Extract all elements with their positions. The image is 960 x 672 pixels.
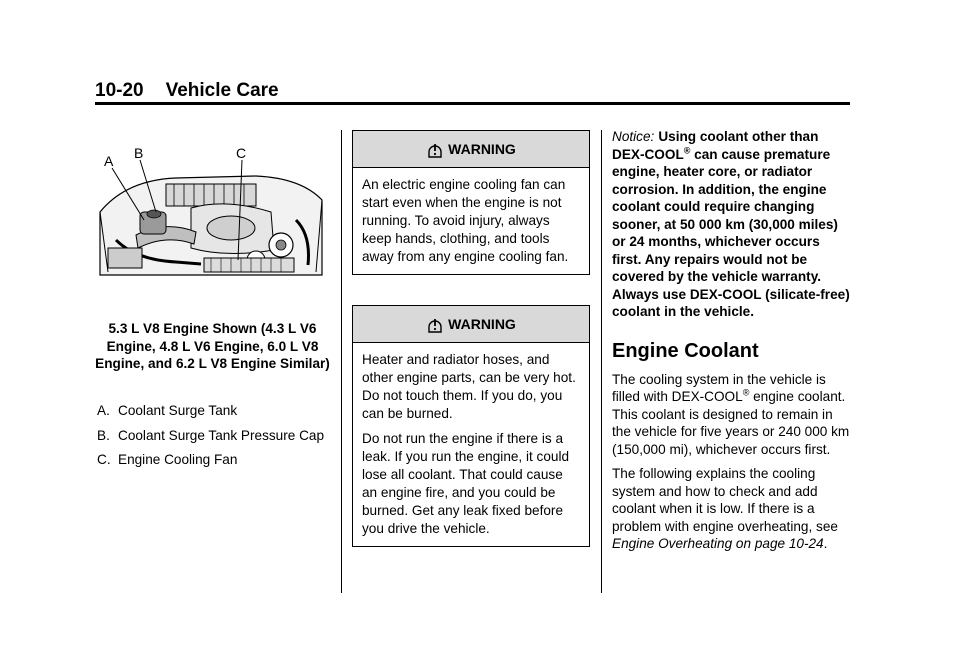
body-text-end: . xyxy=(823,536,828,551)
right-column xyxy=(612,128,850,560)
warning-icon xyxy=(426,140,444,158)
figure-label-a: A xyxy=(104,153,114,169)
registered-mark: ® xyxy=(683,144,691,155)
legend-letter: B. xyxy=(97,427,110,443)
body-paragraph xyxy=(612,371,850,459)
engine-illustration xyxy=(96,140,326,290)
legend-letter: C. xyxy=(97,452,111,467)
legend-text: Coolant Surge Tank Pressure Cap xyxy=(118,427,325,443)
cross-reference-link[interactable]: Engine Overheating on page 10-24 xyxy=(612,536,824,551)
warning-paragraph: An electric engine cooling fan can start even when the engine is not running. To avoid injury, always keep hands, clothing, and tools away from any engine cooling fan. xyxy=(362,177,569,264)
figure-label-b: B xyxy=(134,145,144,161)
notice-text-cont: can cause premature engine, heater core, or radiator corrosion. In addition, the engine coolant could require changing sooner, at 50 000 km (30,000 miles) or 24 months, whichever occurs first. Any repairs would not be covered by the vehicle warranty. Always use DEX-COOL (silicate-free) coolant in the vehicle. xyxy=(612,146,850,319)
figure-caption: 5.3 L V8 Engine Shown (4.3 L V6 Engine, 4.8 L V6 Engine, 6.0 L V8 Engine, and 6.2 L V8 Engine Similar) xyxy=(95,321,330,371)
body-text: The cooling system in the vehicle is filled with DEX-COOL xyxy=(612,371,826,404)
body-paragraph xyxy=(612,465,850,553)
warning-header xyxy=(353,306,589,343)
warning-box-hot-parts xyxy=(352,305,590,547)
page-header xyxy=(95,80,279,102)
warning-icon xyxy=(426,315,444,333)
legend-item xyxy=(97,402,327,420)
page-number: 10-20 xyxy=(95,80,144,101)
body-text-cont: engine coolant. This coolant is designed to remain in the vehicle for five years or 240 000 km (150,000 mi), whichever occurs first. xyxy=(612,389,850,457)
warning-box-fan xyxy=(352,130,590,275)
warning-body xyxy=(353,343,589,546)
legend-text: Coolant Surge Tank xyxy=(118,403,238,418)
notice-paragraph xyxy=(612,128,850,321)
warning-paragraph: Heater and radiator hoses, and other engine parts, can be very hot. Do not touch them. If you do, you can be burned. xyxy=(362,352,576,421)
notice-text: Using coolant other than DEX-COOL xyxy=(612,129,819,162)
header-rule xyxy=(95,102,850,105)
warning-title: WARNING xyxy=(448,141,516,157)
warning-title: WARNING xyxy=(448,316,516,332)
section-heading: Engine Coolant xyxy=(612,339,759,362)
figure-legend xyxy=(97,402,327,476)
legend-text: Engine Cooling Fan xyxy=(118,452,238,467)
legend-item xyxy=(97,427,327,445)
legend-letter: A. xyxy=(97,403,110,418)
warning-header xyxy=(353,131,589,168)
warning-body xyxy=(353,168,589,274)
registered-mark: ® xyxy=(742,387,750,398)
column-divider-2 xyxy=(601,130,602,593)
figure-label-c: C xyxy=(236,145,247,161)
warning-paragraph: Do not run the engine if there is a leak. If you run the engine, it could lose all coolant. That could cause an engine fire, and you could be burned. Get any leak fixed before you drive the vehicle. xyxy=(362,431,570,536)
notice-label: Notice: xyxy=(612,129,655,144)
section-title: Vehicle Care xyxy=(165,80,279,101)
column-divider-1 xyxy=(341,130,342,593)
legend-item xyxy=(97,451,327,469)
body-text: The following explains the cooling system and how to check and add coolant when it is low. If there is a problem with engine overheating, see xyxy=(612,466,838,534)
